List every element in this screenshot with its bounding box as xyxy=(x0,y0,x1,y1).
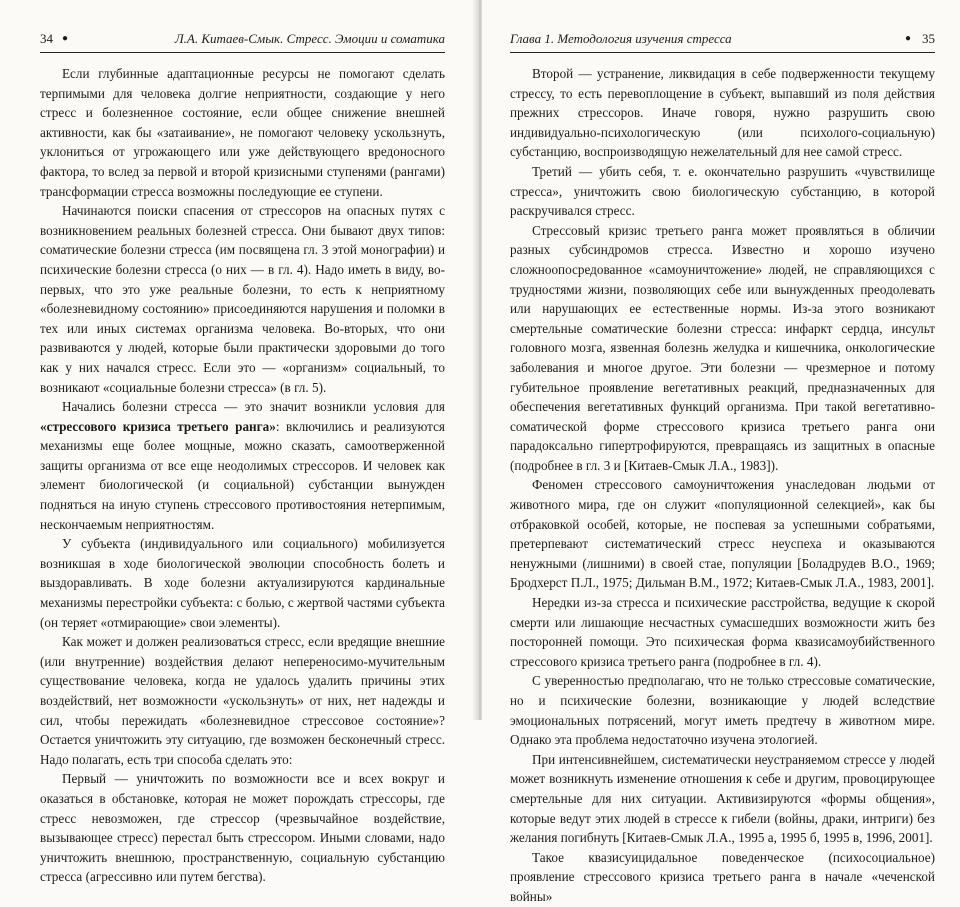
paragraph: Первый — уничтожить по возможности все и всех вокруг и оказаться в обстановке, которая не может порождать стрессоры, где стресс невозможен, где стрессор (чрезвычайное воздействие, вызывающее стресс) перестал быть стрессором. Иными словами, надо уничтожить внешнюю, пространственную, социальную субстанцию стресса (агрессивно или путем бегства). xyxy=(40,771,445,885)
right-running-head: Глава 1. Методология изучения стресса xyxy=(510,31,732,46)
right-header-rule xyxy=(510,52,935,53)
bullet-icon: ● xyxy=(62,33,69,44)
right-body-text xyxy=(510,64,935,907)
right-page xyxy=(482,0,960,904)
paragraph: Стрессовый кризис третьего ранга может проявляться в обличии разных субсиндромов стресса. Известно и хорошо изучено сложноопосредованное «самоуничтожение» людей, не справляющихся с трудностями жизни, позволяющих себе или вынужденных преодолевать или нарушающих ее естественные нормы. Из-за этого возникают смертельные соматические болезни стресса: инфаркт сердца, инсульт головного мозга, язвенная болезнь желудка и кишечника, онкологические заболевания и многое другое. Эти болезни — чрезмерное и потому губительное проявление вегетативных реакций, предназначенных для обеспечения вегетативных функций организма. При такой вегетативно-соматической форме стрессового кризиса третьего ранга они парадоксально гипертрофируются, превращаясь из защитных в опасные (подробнее в гл. 3 и [Китаев-Смык Л.А., 1983]). xyxy=(510,222,935,473)
left-body-text xyxy=(40,64,445,887)
left-page xyxy=(0,0,478,885)
paragraph-text: Начались болезни стресса — это значит возникли условия для xyxy=(62,399,445,415)
paragraph: Если глубинные адаптационные ресурсы не помогают сделать терпимыми для человека долгие неприятности, создающие у него стресс и болезненное состояние, если общее снижение внешней активности, как бы «затаивание», не помогают человеку ускользнуть, уклониться от угрожающего или уже действующего вредоносного фактора, то вслед за первой и второй кризисными ступенями (рангами) трансформации стресса возможны последующие ее ступени. xyxy=(40,66,445,199)
paragraph: У субъекта (индивидуального или социального) мобилизуется возникшая в ходе биологической эволюции способность болеть и выздоравливать. В ходе болезни актуализируются кардинальные механизмы перестройки субъекта: с болью, с жертвой частями субъекта (он теряет «отмирающие» свои элементы). xyxy=(40,536,445,630)
left-page-header xyxy=(40,30,445,48)
paragraph: При интенсивнейшем, систематически неустраняемом стрессе у людей может возникнуть изменение отношения к себе и другим, провоцирующее смертельные для них ситуации. Активизируются «формы общения», которые ведут этих людей в стрессе к гибели (войны, драки, интриги) без желания погибнуть [Китаев-Смык Л.А., 1995 а, 1995 б, 1995 в, 1996, 2001]. xyxy=(510,751,935,846)
left-header-rule xyxy=(40,52,445,53)
left-page-number: 34 xyxy=(40,31,53,46)
paragraph: Феномен стрессового самоуничтожения унаследован людьми от животного мира, где он служит «популяционной селекцией», как бы отбраковкой особей, которые, не поспевая за успешными собратьями, претерпевают систематический стресс неуспеха и оказываются ненужными (лишними) в своей стае, популяции [Боладрудев В.О., 1969; Бродхерст П.Л., 1975; Дильман В.М., 1972; Китаев-Смык Л.А., 1983, 2001]. xyxy=(510,477,935,591)
right-page-header xyxy=(510,30,935,48)
right-page-number: 35 xyxy=(922,31,935,46)
paragraph: Начинаются поиски спасения от стрессоров на опасных путях с возникновением реальных болезней стресса. Они бывают двух типов: соматические болезни стресса (им посвящена гл. 3 этой монографии) и психические болезни стресса (о них — в гл. 4). Надо иметь в виду, во-первых, что это уже реальные болезни, то есть к неприятному «болезневидному состоянию» присоединяются нарушения и поломки в тех или иных системах организма человека. Во-вторых, что они развиваются у людей, которые были практически здоровыми до того как у них начался стресс. Если это — «организм» социальный, то возникают «социальные болезни стресса» (в гл. 5). xyxy=(40,203,445,395)
paragraph xyxy=(40,397,445,534)
paragraph: Как может и должен реализоваться стресс, если вредящие внешние (или внутренние) воздействия делают непереносимо-мучительным существование человека, когда не удалось удалить причины этих воздействий, нет возможности «ускользнуть» от них, нет надежды и сил, чтобы пережидать «болезневидное стрессовое состояние»? Остается уничтожить эту ситуацию, где возможен бесконечный стресс. Надо полагать, есть три способа сделать это: xyxy=(40,634,445,767)
bullet-icon: ● xyxy=(904,33,911,44)
paragraph: Второй — устранение, ликвидация в себе подверженности текущему стрессу, то есть перевоплощение в субъект, выпавший из поля действия прежних стрессоров. Иначе говоря, нужно разрушить свою индивидуально-психологическую (или психолого-социальную) субстанцию, воспроизводящую нежелательный для нее самой стресс. xyxy=(510,66,935,160)
paragraph: Третий — убить себя, т. е. окончательно разрушить «чувствилище стресса», уничтожить свою биологическую субстанцию, в которой раскручивался стресс. xyxy=(510,163,935,219)
paragraph: С уверенностью предполагаю, что не только стрессовые соматические, но и психические болезни, возникающие у людей вследствие эмоциональных потрясений, могут иметь предтечу в животном мире. Однако эта проблема недостаточно изучена этологией. xyxy=(510,673,935,748)
paragraph: Такое квазисуицидальное поведенческое (психосоциальное) проявление стрессового кризиса третьего ранга в начале «чеченской войны» xyxy=(510,849,935,904)
paragraph: Нередки из-за стресса и психические расстройства, ведущие к скорой смерти или лишающие несчастных сумасшедших возможности жить без посторонней помощи. Это психическая форма квазисамоубийственного стрессового кризиса третьего ранга (подробнее в гл. 4). xyxy=(510,595,935,669)
left-running-head: Л.А. Китаев-Смык. Стресс. Эмоции и соматика xyxy=(174,31,445,46)
paragraph-text: : включились и реализуются механизмы еще более мощные, можно сказать, самоотверженной защиты организма от все еще неодолимых стрессоров. И человек как элемент биологической (и социальной) субстанции вынужден подняться на иную ступень стрессового противостояния нетерпимым, нескончаемым неприятностям. xyxy=(40,418,445,532)
bold-term: «стрессового кризиса третьего ранга» xyxy=(40,418,276,434)
